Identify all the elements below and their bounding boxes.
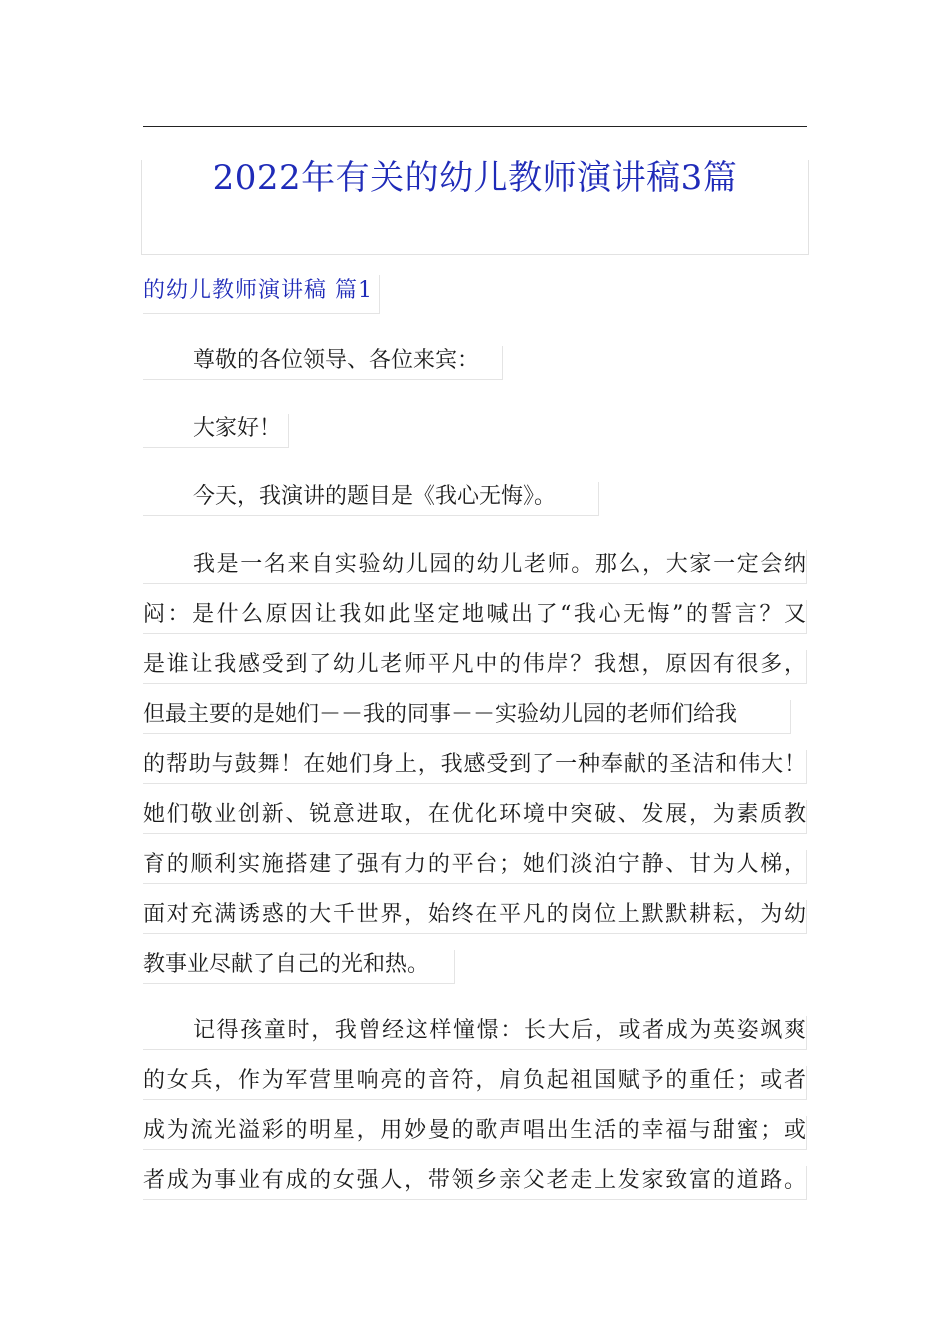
body-line: 闷：是什么原因让我如此坚定地喊出了“我心无悔”的誓言？又: [143, 600, 807, 634]
body-line: 的帮助与鼓舞！在她们身上，我感受到了一种奉献的圣洁和伟大！: [143, 750, 807, 784]
document-title: 2022年有关的幼儿教师演讲稿3篇: [212, 158, 738, 198]
body-line: 者成为事业有成的女强人，带领乡亲父老走上发家致富的道路。: [143, 1166, 807, 1200]
body-line: 是谁让我感受到了幼儿老师平凡中的伟岸？我想，原因有很多，: [143, 650, 807, 684]
body-line: 育的顺利实施搭建了强有力的平台；她们淡泊宁静、甘为人梯，: [143, 850, 807, 884]
body-line: 我是一名来自实验幼儿园的幼儿老师。那么，大家一定会纳: [143, 550, 807, 584]
greeting-line: 大家好！: [143, 414, 289, 448]
body-line: 面对充满诱惑的大千世界，始终在平凡的岗位上默默耕耘，为幼: [143, 900, 807, 934]
body-line: 她们敬业创新、锐意进取，在优化环境中突破、发展，为素质教: [143, 800, 807, 834]
section-heading: 的幼儿教师演讲稿 篇1: [143, 275, 380, 314]
body-line: 教事业尽献了自己的光和热。: [143, 950, 455, 984]
body-line: 但最主要的是她们－－我的同事－－实验幼儿园的老师们给我: [143, 700, 791, 734]
topic-line: 今天，我演讲的题目是《我心无悔》。: [143, 482, 599, 516]
body-line: 成为流光溢彩的明星，用妙曼的歌声唱出生活的幸福与甜蜜；或: [143, 1116, 807, 1150]
top-rule: [143, 126, 807, 127]
salutation-line: 尊敬的各位领导、各位来宾：: [143, 346, 503, 380]
body-line: 记得孩童时，我曾经这样憧憬：长大后，或者成为英姿飒爽: [143, 1016, 807, 1050]
body-line: 的女兵，作为军营里响亮的音符，肩负起祖国赋予的重任；或者: [143, 1066, 807, 1100]
